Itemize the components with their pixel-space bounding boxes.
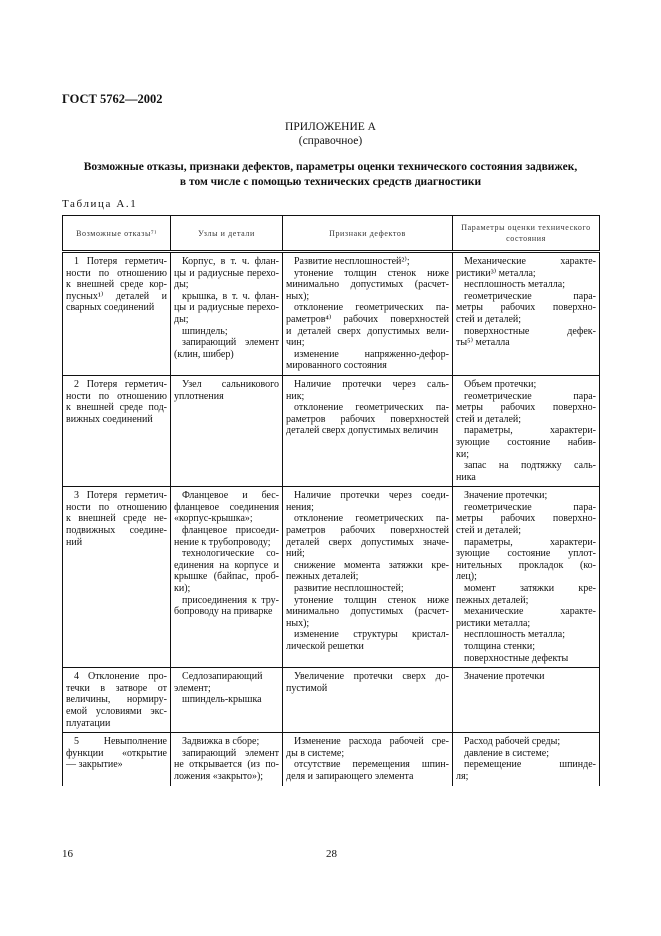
table-cell	[283, 733, 453, 786]
column-header: Узлы и детали	[171, 216, 283, 252]
cell-text-line: ний	[66, 536, 83, 548]
column-header: Возможные отказы⁷⁾	[63, 216, 171, 252]
cell-text-line: давление в системе;	[464, 747, 549, 759]
cell-text-line: Наличие протечки через соеди-	[294, 490, 449, 502]
table-row	[63, 252, 600, 376]
cell-text-line: метры рабочих поверхно-	[456, 302, 596, 314]
cell-text-line: Наличие протечки через саль-	[294, 378, 449, 390]
cell-text-line: мированного состояния	[286, 360, 387, 372]
appendix-heading	[0, 120, 661, 148]
cell-text-line: стей и деталей;	[456, 413, 522, 425]
cell-text-line: отсутствие перемещения шпин-	[294, 759, 449, 771]
cell-text-line: изменение структуры кристал-	[294, 629, 449, 641]
cell-text-line: отклонение геометрических па-	[294, 513, 449, 525]
cell-text-line: минимально допустимых (расчет-	[286, 279, 449, 291]
cell-text-line: ты⁵⁾ металла	[456, 337, 510, 349]
table-cell	[171, 252, 283, 376]
table-cell	[283, 668, 453, 733]
table-row	[63, 487, 600, 668]
cell-text-line: запас на подтяжку саль-	[464, 460, 596, 472]
cell-text-line: ности по отношению	[66, 390, 167, 402]
cell-text-line: фланцевое соединения	[174, 501, 279, 513]
cell-text-line: ды в системе;	[286, 747, 345, 759]
table-cell	[453, 733, 600, 786]
cell-text-line: Узел сальникового	[182, 378, 279, 390]
cell-text-line: метры рабочих поверхно-	[456, 402, 596, 414]
cell-text-line: несплошность металла;	[464, 629, 565, 641]
cell-text-line: утонение толщин стенок ниже	[294, 594, 449, 606]
table-cell	[283, 487, 453, 668]
cell-text-line: вижных соединений	[66, 413, 153, 425]
cell-text-line: к внешней среде не-	[66, 513, 167, 525]
table-cell	[171, 487, 283, 668]
cell-text-line: ристики металла;	[456, 617, 531, 629]
cell-text-line: геометрические пара-	[464, 501, 596, 513]
cell-text-line: изменение напряженно-дефор-	[294, 348, 449, 360]
cell-text-line: отклонение геометрических па-	[294, 402, 449, 414]
cell-text-line: крышка, в т. ч. флан-	[182, 290, 279, 302]
column-header: Параметры оценки технического состояния	[453, 216, 600, 252]
table-cell	[171, 733, 283, 786]
table-label: Таблица А.1	[62, 198, 138, 210]
cell-text-line: ности по отношению	[66, 267, 167, 279]
cell-text-line: зующие состояние набив-	[456, 436, 596, 448]
table-row	[63, 375, 600, 486]
table-row	[63, 668, 600, 733]
cell-text-line: ды;	[174, 313, 189, 325]
cell-text-line: параметры, характери-	[464, 425, 596, 437]
table-cell	[283, 252, 453, 376]
cell-text-line: бопроводу на приварке	[174, 606, 273, 618]
cell-text-line: геометрические пара-	[464, 390, 596, 402]
table-row	[63, 733, 600, 786]
cell-text-line: крышке (байпас, проб-	[174, 571, 279, 583]
cell-text-line: ды;	[174, 279, 189, 291]
cell-text-line: Седлозапирающий	[182, 671, 263, 683]
cell-text-line: чин;	[286, 337, 305, 349]
cell-text-line: шпиндель-крышка	[182, 694, 262, 706]
cell-text-line: присоединения к тру-	[182, 594, 279, 606]
cell-text-line: элемент;	[174, 682, 211, 694]
cell-text-line: метры рабочих поверхно-	[456, 513, 596, 525]
cell-text-line: параметры, характери-	[464, 536, 596, 548]
table-cell	[63, 487, 171, 668]
cell-text-line: лической решетки	[286, 641, 364, 652]
cell-text-line: плуатации	[66, 717, 111, 729]
cell-text-line: стей и деталей;	[456, 313, 522, 325]
cell-text-line: толщина стенки;	[464, 641, 536, 652]
table-cell	[171, 375, 283, 486]
cell-text-line: раметров рабочих поверхностей	[286, 413, 449, 425]
cell-text-line: ности по отношению	[66, 501, 167, 513]
cell-text-line: сварных соединений	[66, 302, 155, 314]
cell-text-line: цы и радиусные перехо-	[174, 267, 279, 279]
cell-text-line: деля и запирающего элемента	[286, 770, 414, 782]
table-cell	[453, 252, 600, 376]
cell-text-line: раметров рабочих поверхностей	[286, 525, 449, 537]
cell-text-line: зующие состояние уплот-	[456, 548, 596, 560]
cell-text-line: геометрические пара-	[464, 290, 596, 302]
cell-text-line: стей и деталей;	[456, 525, 522, 537]
cell-text-line: Фланцевое и бес-	[182, 490, 279, 502]
appendix-subtitle: (справочное)	[298, 135, 363, 147]
standard-number: ГОСТ 5762—2002	[62, 92, 163, 106]
cell-text-line: 1 Потеря герметич-	[74, 256, 167, 267]
document-title	[0, 160, 661, 190]
cell-text-line: Корпус, в т. ч. флан-	[182, 256, 279, 267]
cell-text-line: Задвижка в сборе;	[182, 736, 260, 748]
cell-text-line: ных);	[286, 617, 310, 629]
cell-text-line: — закрытие»	[66, 759, 123, 771]
cell-text-line: пежных деталей;	[286, 571, 359, 583]
column-header: Признаки дефектов	[283, 216, 453, 252]
cell-text-line: ля;	[456, 770, 469, 782]
cell-text-line: не открывается (из по-	[174, 759, 279, 771]
table-cell	[453, 668, 600, 733]
table-cell	[453, 487, 600, 668]
cell-text-line: развитие несплошностей;	[294, 583, 404, 595]
cell-text-line: деталей сверх допустимых величин	[286, 425, 439, 437]
cell-text-line: поверхностные дефекты	[464, 652, 569, 664]
cell-text-line: и деталей сверх допустимых вели-	[286, 325, 449, 337]
cell-text-line: цы и радиусные перехо-	[174, 302, 279, 314]
cell-text-line: ний;	[286, 548, 305, 560]
cell-text-line: нительных прокладок (ко-	[456, 559, 596, 571]
appendix-title: ПРИЛОЖЕНИЕ А	[285, 121, 376, 133]
cell-text-line: фланцевое присоеди-	[182, 525, 279, 537]
cell-text-line: снижение момента затяжки кре-	[294, 559, 449, 571]
cell-text-line: деталей сверх допустимых значе-	[286, 536, 449, 548]
cell-text-line: ки;	[456, 448, 469, 460]
cell-text-line: течки в затворе от	[66, 682, 167, 694]
title-line-1: Возможные отказы, признаки дефектов, параметры оценки технического состояния задвижек,	[83, 161, 578, 173]
cell-text-line: к внешней среде кор-	[66, 279, 167, 291]
cell-text-line: (клин, шибер)	[174, 348, 234, 360]
table-cell	[63, 252, 171, 376]
cell-text-line: ных);	[286, 290, 310, 302]
cell-text-line: несплошность металла;	[464, 279, 565, 291]
table-cell	[63, 668, 171, 733]
cell-text-line: Изменение расхода рабочей сре-	[294, 736, 449, 748]
table-cell	[283, 375, 453, 486]
cell-text-line: утонение толщин стенок ниже	[294, 267, 449, 279]
cell-text-line: технологические со-	[182, 548, 279, 560]
cell-text-line: перемещение шпинде-	[464, 759, 596, 771]
table-cell	[171, 668, 283, 733]
table-cell	[63, 375, 171, 486]
cell-text-line: пустимой	[286, 682, 328, 694]
failures-table	[62, 215, 600, 786]
page-number-left: 16	[62, 848, 73, 860]
cell-text-line: Развитие несплошностей²⁾;	[294, 256, 410, 267]
cell-text-line: момент затяжки кре-	[464, 583, 596, 595]
table-cell	[63, 733, 171, 786]
cell-text-line: «корпус-крышка»;	[174, 513, 253, 525]
cell-text-line: единения на корпусе и	[174, 559, 279, 571]
cell-text-line: нения;	[286, 501, 314, 513]
cell-text-line: Значение протечки	[464, 671, 545, 683]
cell-text-line: ника	[456, 471, 476, 483]
cell-text-line: Увеличение протечки сверх до-	[294, 671, 449, 683]
cell-text-line: 5 Невыполнение	[74, 736, 167, 748]
cell-text-line: ник;	[286, 390, 305, 402]
cell-text-line: минимально допустимых (расчет-	[286, 606, 449, 618]
title-line-2: в том числе с помощью технических средств диагностики	[179, 176, 482, 188]
cell-text-line: ложения «закрыто»);	[174, 770, 264, 782]
cell-text-line: запирающий элемент	[182, 747, 279, 759]
cell-text-line: 2 Потеря герметич-	[74, 378, 167, 390]
cell-text-line: пежных деталей;	[456, 594, 529, 606]
cell-text-line: к внешней среде под-	[66, 402, 167, 414]
table-cell	[453, 375, 600, 486]
cell-text-line: Объем протечки;	[464, 378, 537, 390]
cell-text-line: ристики³⁾ металла;	[456, 267, 536, 279]
cell-text-line: шпиндель;	[182, 325, 228, 337]
cell-text-line: Механические характе-	[464, 256, 596, 267]
cell-text-line: уплотнения	[174, 390, 224, 402]
cell-text-line: 4 Отклонение про-	[74, 671, 167, 683]
cell-text-line: поверхностные дефек-	[464, 325, 596, 337]
cell-text-line: ки);	[174, 583, 191, 595]
cell-text-line: механические характе-	[464, 606, 596, 618]
cell-text-line: Значение протечки;	[464, 490, 548, 502]
cell-text-line: пусных¹⁾ деталей и	[66, 290, 167, 302]
cell-text-line: отклонение геометрических па-	[294, 302, 449, 314]
page-number-center: 28	[326, 848, 337, 860]
cell-text-line: функции «открытие	[66, 747, 167, 759]
cell-text-line: подвижных соедине-	[66, 525, 167, 537]
cell-text-line: величины, нормиру-	[66, 694, 167, 706]
cell-text-line: раметров⁴⁾ рабочих поверхностей	[286, 313, 449, 325]
cell-text-line: Расход рабочей среды;	[464, 736, 561, 748]
table-header-row	[63, 216, 600, 252]
cell-text-line: емой условиями экс-	[66, 705, 167, 717]
cell-text-line: 3 Потеря герметич-	[74, 490, 167, 502]
cell-text-line: нение к трубопроводу;	[174, 536, 271, 548]
cell-text-line: лец);	[456, 571, 477, 583]
cell-text-line: запирающий элемент	[182, 337, 279, 349]
